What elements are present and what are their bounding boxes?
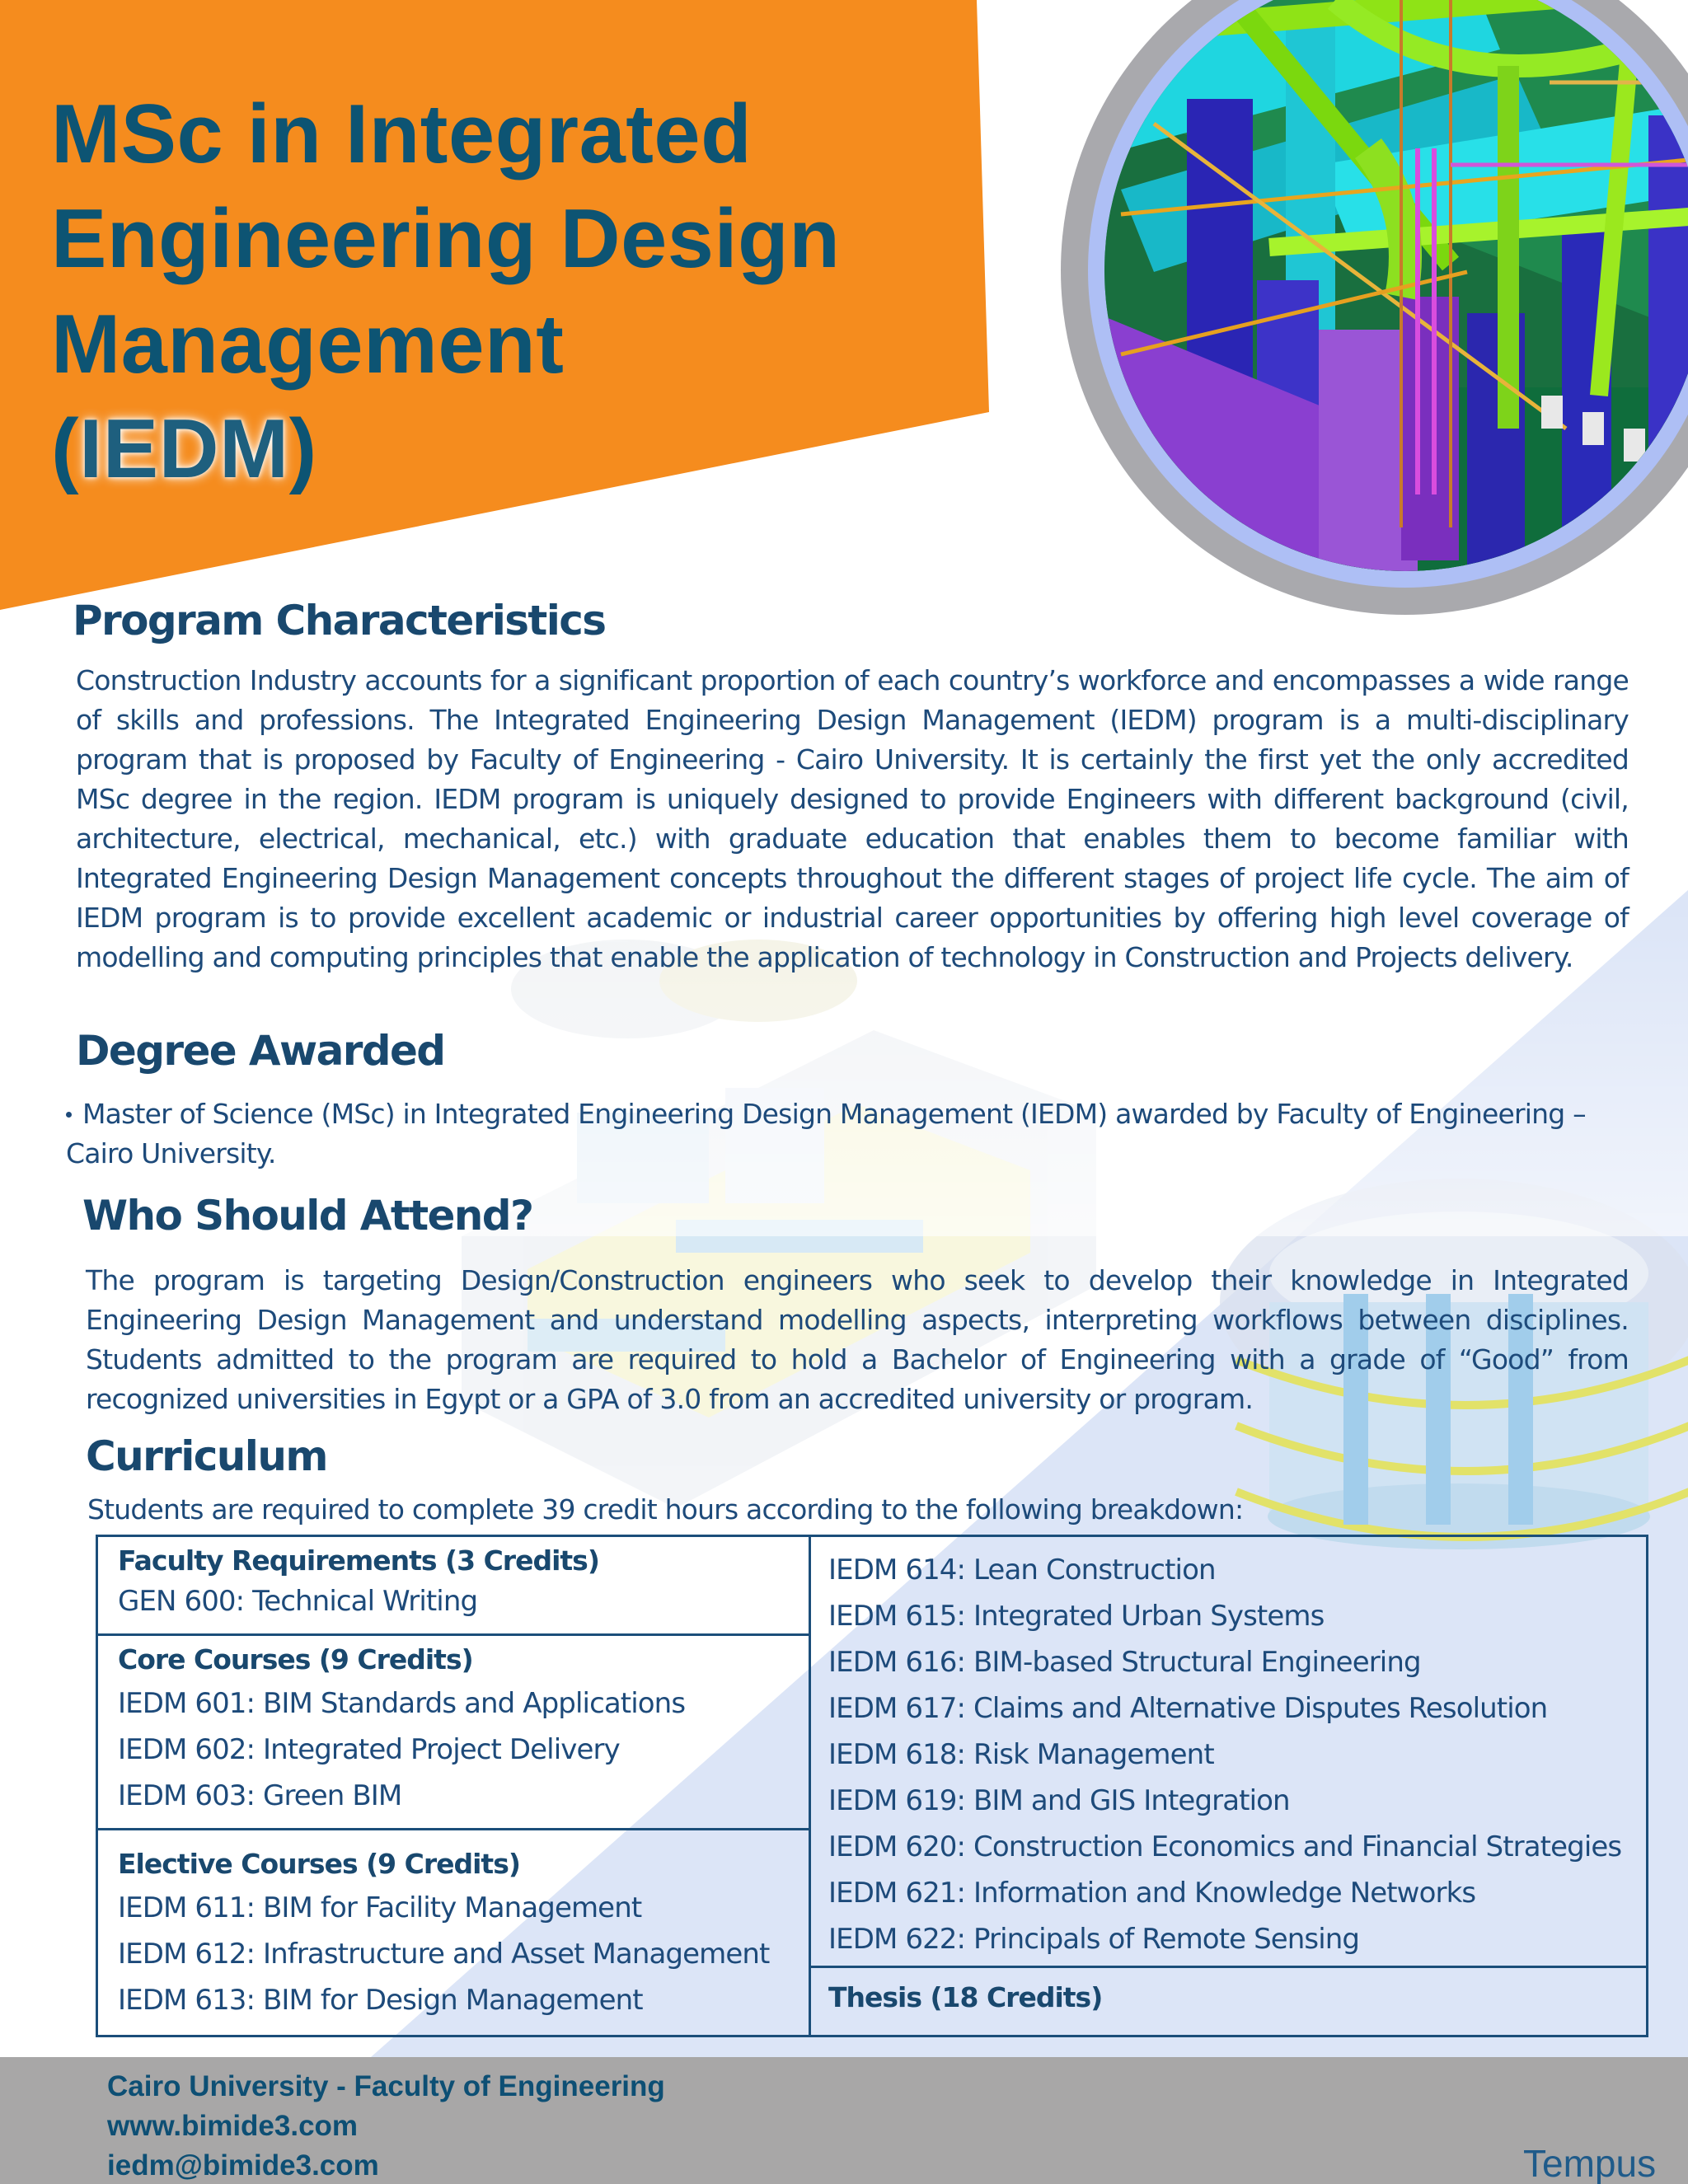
title-line-1: MSc in Integrated [51, 88, 753, 180]
table-divider-vertical [809, 1537, 811, 2035]
course-item: IEDM 615: Integrated Urban Systems [828, 1600, 1325, 1633]
curriculum-table [96, 1535, 1648, 2037]
tempus-label: Tempus [1523, 2142, 1657, 2184]
course-item: IEDM 616: BIM-based Structural Engineering [828, 1646, 1421, 1679]
table-divider [809, 1966, 1646, 1968]
course-item: IEDM 603: Green BIM [118, 1779, 402, 1812]
degree-text [66, 1094, 1632, 1174]
course-item: IEDM 602: Integrated Project Delivery [118, 1733, 620, 1766]
course-item: IEDM 613: BIM for Design Management [118, 1984, 643, 2017]
faculty-requirements-cell [118, 1540, 599, 1621]
curriculum-heading: Curriculum [86, 1432, 327, 1480]
title-line-4 [51, 397, 840, 502]
table-divider [98, 1633, 809, 1636]
faculty-requirements-header: Faculty Requirements (3 Credits) [118, 1544, 599, 1577]
footer-website-link[interactable]: www.bimide3.com [107, 2110, 359, 2142]
characteristics-text: Construction Industry accounts for a significant proportion of each country’s workforce and encompasses a wide range of skills and professions. The Integrated Engineering Design Management (IEDM) program is a multi-disciplinary program that is proposed by Faculty of Engineering - Cairo University. It is certainly the first yet the only accredited MSc degree in the region. IEDM program is uniquely designed to provide Engineers with different background (civil, architecture, electrical, mechanical, etc.) with graduate education that enables them to become familiar with Integrated Engineering Design Management concepts throughout the different stages of project life cycle. The aim of IEDM program is to provide excellent academic or industrial career opportunities by offering high level coverage of modelling and computing principles that enable the application of technology in Construction and Projects delivery. [76, 664, 1629, 973]
course-item: IEDM 618: Risk Management [828, 1738, 1214, 1771]
title-line-3: Management [51, 298, 565, 391]
attend-text: The program is targeting Design/Construction engineers who seek to develop their knowledge in Integrated Engineering Design Management and understand modelling aspects, interpreting workflows between disciplines. Students admitted to the program are required to hold a Bachelor of Engineering with a grade of “Good” from recognized universities in Egypt or a GPA of 3.0 from an accredited university or program. [86, 1264, 1629, 1415]
degree-text-content: Master of Science (MSc) in Integrated Engineering Design Management (IEDM) awarded by Faculty of Engineering – Cairo University. [66, 1098, 1586, 1169]
footer-institution: Cairo University - Faculty of Engineering [107, 2070, 665, 2102]
course-item: IEDM 611: BIM for Facility Management [118, 1891, 642, 1924]
elective-continued-cell [828, 1547, 1621, 1962]
title-paren-close: ) [288, 402, 317, 495]
thesis-cell [828, 1977, 1102, 2018]
footer-email-link[interactable]: iedm@bimide3.com [107, 2149, 379, 2182]
title-paren-open: ( [51, 402, 80, 495]
course-item: IEDM 612: Infrastructure and Asset Management [118, 1938, 770, 1971]
course-item: IEDM 621: Information and Knowledge Networks [828, 1877, 1476, 1910]
core-courses-cell [118, 1639, 685, 1819]
title-line-2: Engineering Design [51, 193, 841, 286]
course-item: IEDM 617: Claims and Alternative Disputes Resolution [828, 1692, 1548, 1725]
core-courses-header: Core Courses (9 Credits) [118, 1643, 473, 1675]
table-divider [98, 1828, 809, 1830]
degree-heading: Degree Awarded [76, 1027, 445, 1075]
title-acronym: IEDM [79, 402, 289, 495]
course-item: IEDM 619: BIM and GIS Integration [828, 1784, 1290, 1817]
course-item: IEDM 601: BIM Standards and Applications [118, 1687, 686, 1720]
curriculum-intro: Students are required to complete 39 credit hours according to the following breakdown: [87, 1493, 1244, 1526]
poster-title [51, 82, 840, 502]
course-item: GEN 600: Technical Writing [118, 1585, 478, 1618]
characteristics-heading: Program Characteristics [73, 597, 606, 644]
attend-heading: Who Should Attend? [82, 1192, 533, 1240]
thesis-header: Thesis (18 Credits) [828, 1981, 1103, 2013]
elective-courses-cell [118, 1844, 769, 2023]
elective-courses-header: Elective Courses (9 Credits) [118, 1848, 520, 1880]
course-item: IEDM 622: Principals of Remote Sensing [828, 1923, 1360, 1956]
course-item: IEDM 614: Lean Construction [828, 1554, 1216, 1586]
course-item: IEDM 620: Construction Economics and Financial Strategies [828, 1830, 1622, 1863]
footer-contact [107, 2067, 665, 2184]
